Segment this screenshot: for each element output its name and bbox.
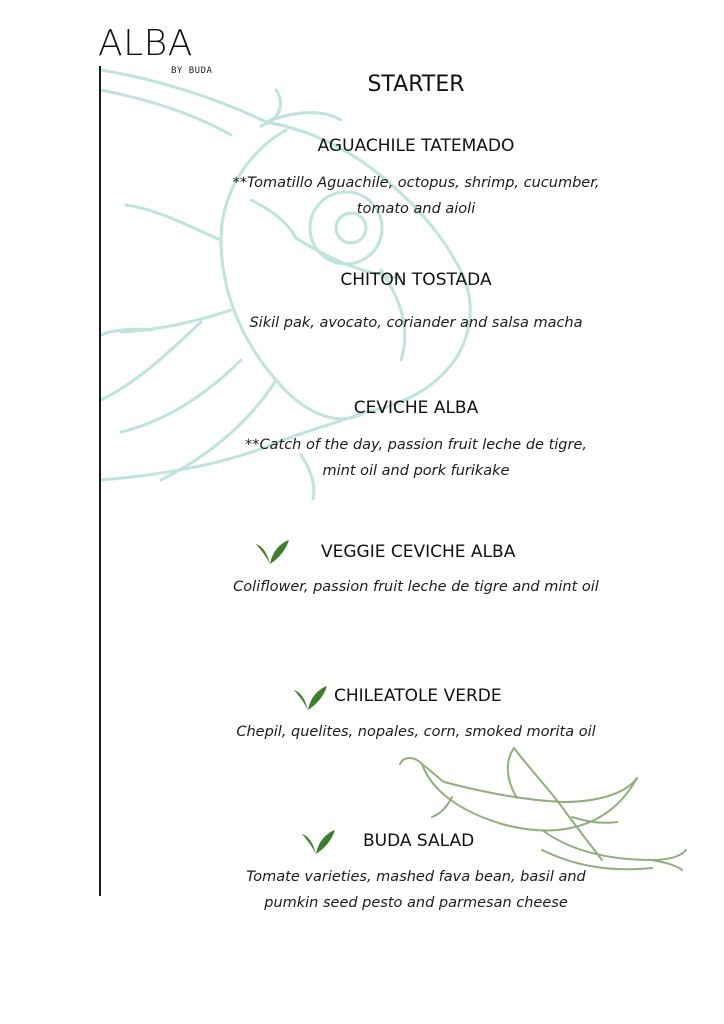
dish-name: CEVICHE ALBA — [353, 398, 479, 418]
menu-item — [101, 574, 724, 600]
dish-description-line: Chepil, quelites, nopales, corn, smoked morita oil — [236, 724, 596, 740]
dish-name-wrap — [363, 831, 523, 851]
dish-description-line: Coliflower, passion fruit leche de tigre and mint oil — [233, 579, 599, 595]
dish-description-line: mint oil and pork furikake — [322, 463, 510, 479]
dish-name-wrap — [321, 542, 551, 562]
menu-item — [101, 719, 724, 745]
dish-name: BUDA SALAD — [363, 831, 475, 851]
menu-item — [101, 864, 724, 916]
dish-description — [101, 432, 724, 484]
dish-description — [101, 719, 724, 745]
dish-description-line: **Tomatillo Aguachile, octopus, shrimp, cucumber, — [232, 175, 600, 191]
dish-description-line: pumkin seed pesto and parmesan cheese — [264, 895, 568, 911]
menu-item — [101, 398, 724, 484]
dish-description — [101, 864, 724, 916]
dish-name: CHITON TOSTADA — [340, 270, 492, 290]
menu-item — [101, 136, 724, 222]
dish-description — [101, 310, 724, 336]
leaf-icon — [254, 538, 290, 566]
dish-description-line: **Catch of the day, passion fruit leche de tigre, — [245, 437, 587, 453]
dish-description-line: tomato and aioli — [356, 201, 476, 217]
dish-description — [101, 170, 724, 222]
menu-item — [101, 270, 724, 336]
leaf-icon — [300, 828, 336, 856]
dish-description — [101, 574, 724, 600]
section-title: STARTER — [367, 72, 465, 97]
dish-name: VEGGIE CEVICHE ALBA — [321, 542, 516, 562]
leaf-icon — [292, 684, 328, 712]
dish-name: CHILEATOLE VERDE — [334, 686, 502, 706]
dish-description-line: Tomate varieties, mashed fava bean, basil and — [246, 869, 586, 885]
brand-logo: ALBA — [98, 23, 193, 64]
dish-name: AGUACHILE TATEMADO — [317, 136, 515, 156]
dish-name-wrap — [334, 686, 554, 706]
dish-description-line: Sikil pak, avocato, coriander and salsa macha — [249, 315, 583, 331]
brand-subtitle: BY BUDA — [171, 66, 213, 76]
